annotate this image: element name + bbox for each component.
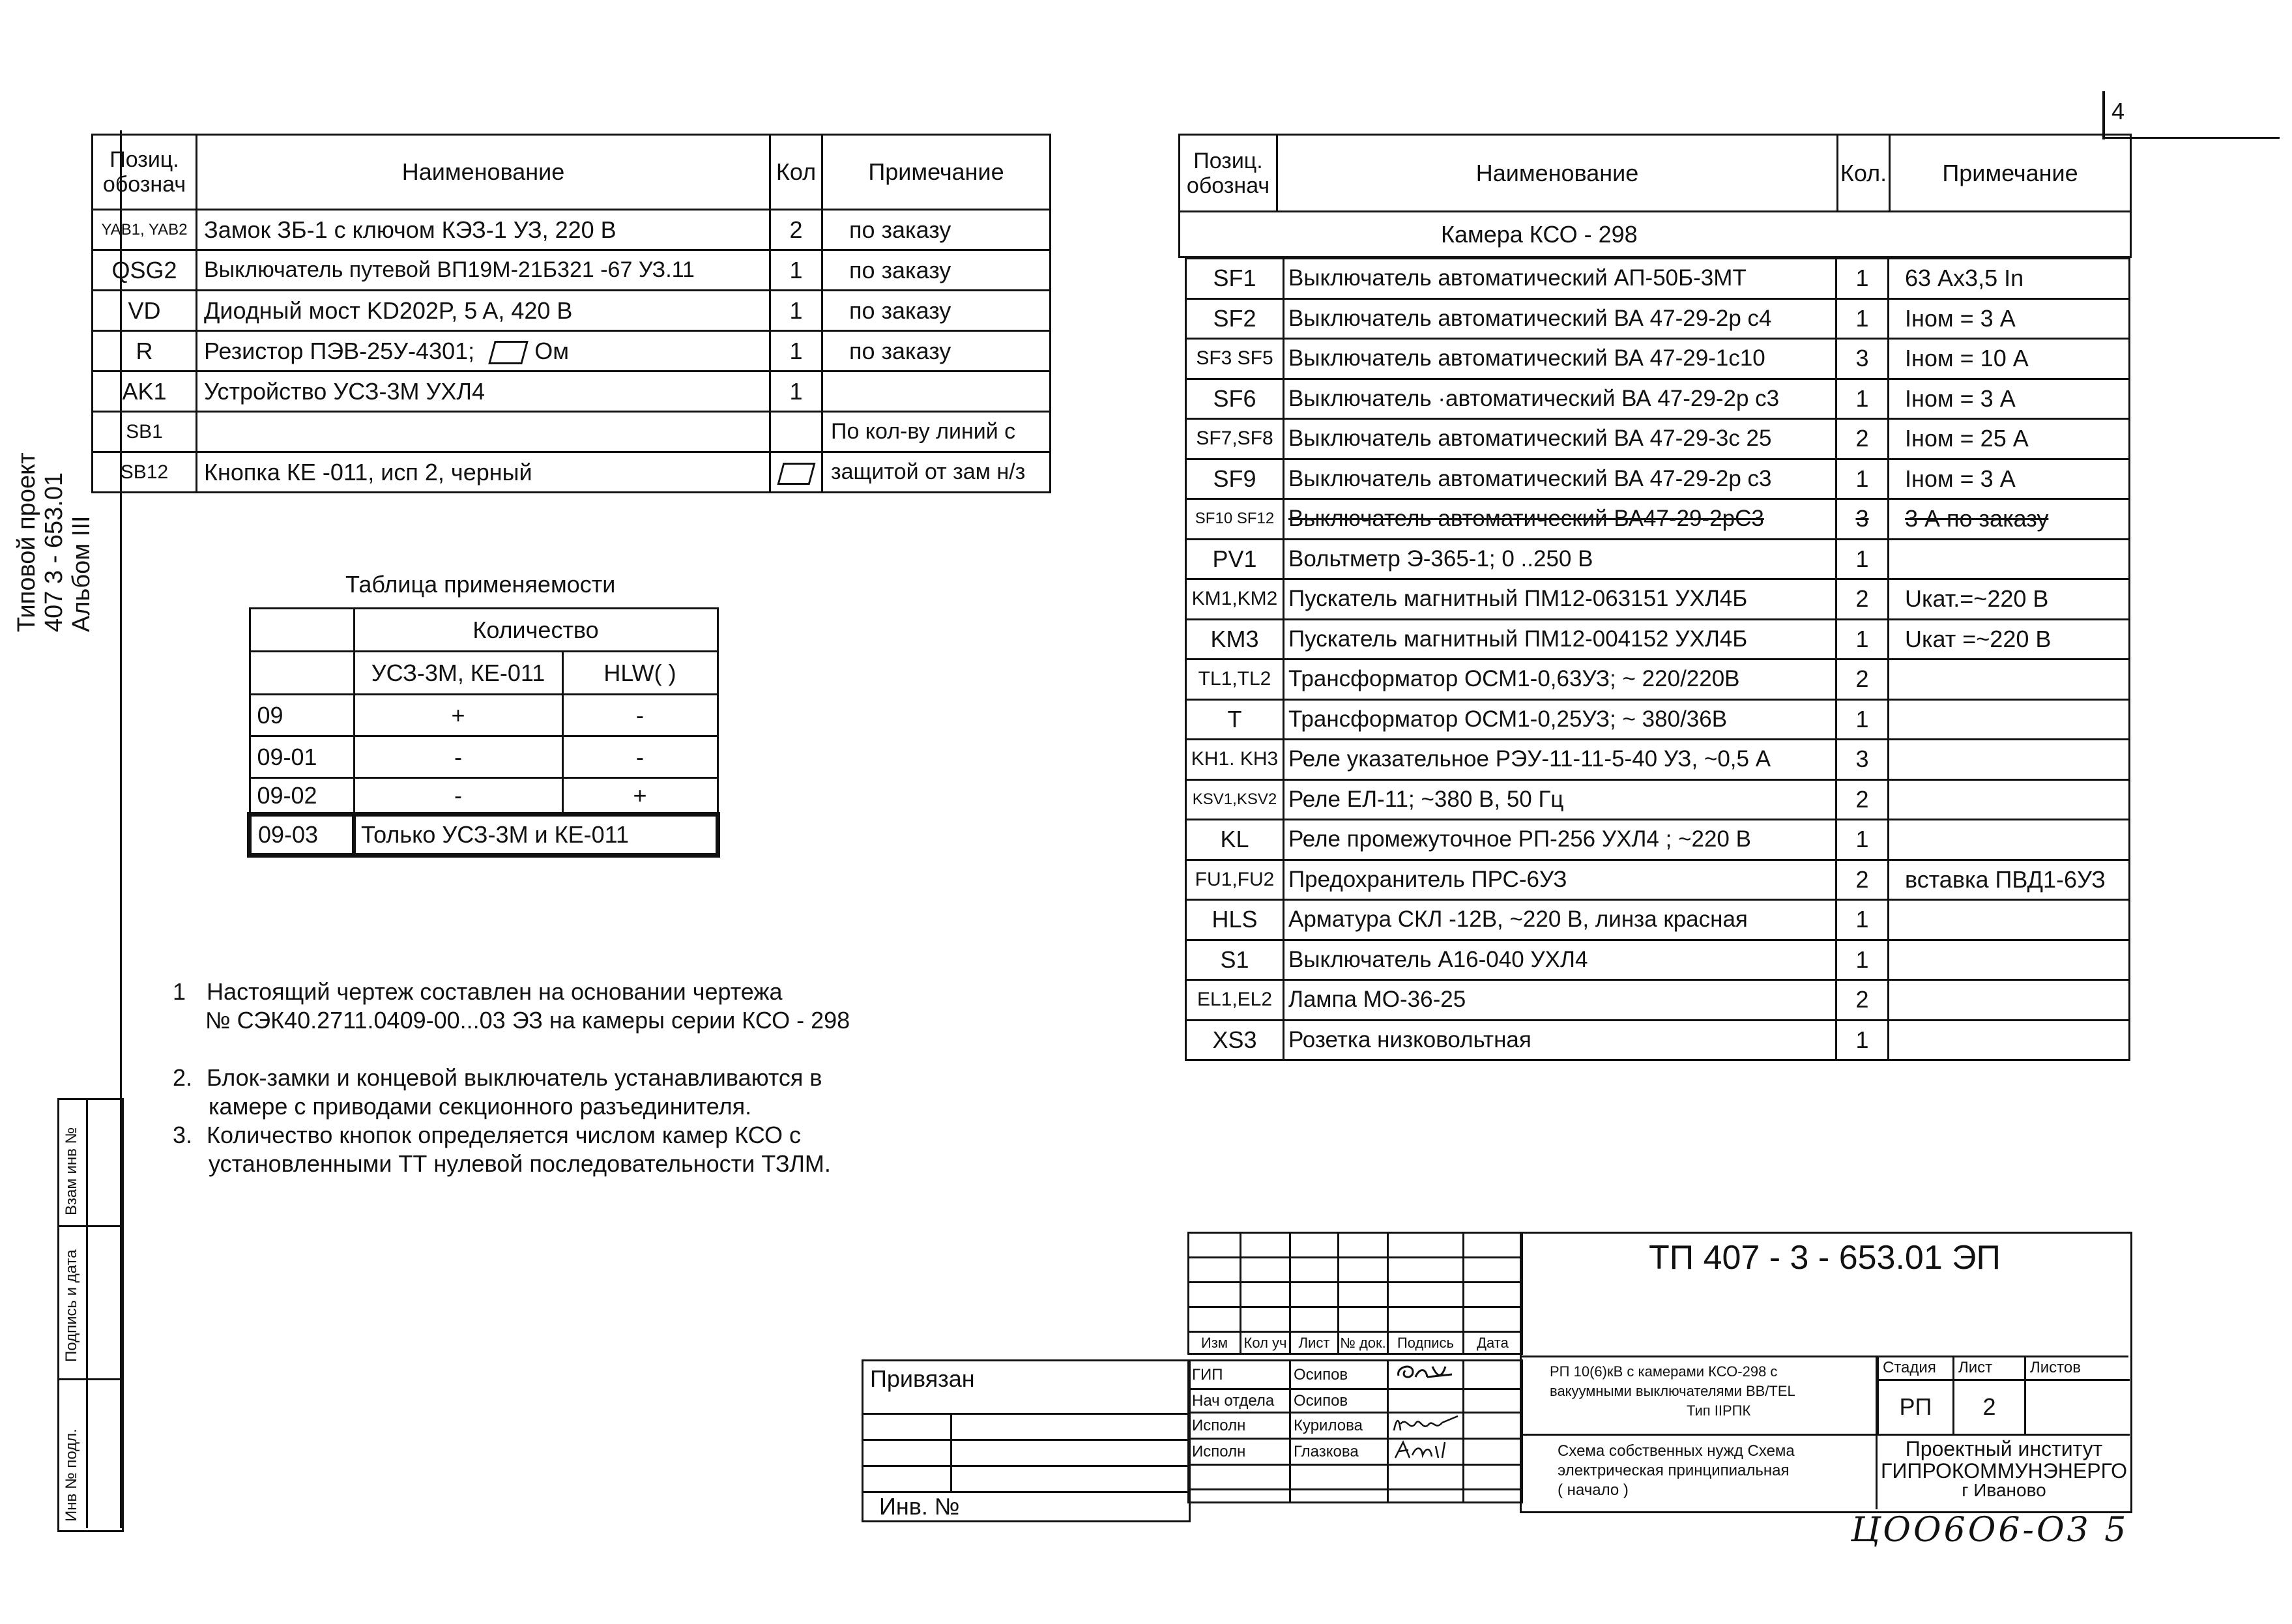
table-row [93, 412, 1051, 452]
row-qty: 1 [1836, 619, 1889, 660]
applicability-group-header: Количество [354, 609, 718, 652]
left-strip-vzam-inv: Взам инв № [63, 1127, 80, 1215]
row-name: Лампа МО-36-25 [1284, 980, 1836, 1021]
row-pos: SB1 [93, 412, 197, 452]
left-header-name: Наименование [197, 135, 770, 210]
row-pos: SF10 SF12 [1186, 499, 1284, 540]
table-row [1186, 619, 2130, 660]
object-description [1550, 1362, 1795, 1421]
row-name: Выключатель А16-040 УХЛ4 [1284, 940, 1836, 980]
row-pos: KL [1186, 820, 1284, 860]
row-pos: SF2 [1186, 298, 1284, 339]
row-qty: 1 [1836, 298, 1889, 339]
right-header-qty: Кол. [1838, 135, 1890, 212]
row-qty-cell [770, 452, 822, 493]
row-name: Кнопка КЕ -011, исп 2, черный [197, 452, 770, 493]
note-1-cont: № СЭК40.2711.0409-00...03 ЭЗ на камеры серии КСО - 298 [205, 1007, 850, 1034]
row-qty: 3 [1836, 740, 1889, 780]
role-name: Осипов [1290, 1361, 1388, 1389]
applicability-code: 09-03 [250, 815, 354, 855]
role-title: Исполн [1189, 1439, 1290, 1465]
row-name: Выключатель путевой ВП19М-21Б321 -67 УЗ.11 [197, 250, 770, 291]
row-note: Iном = 3 А [1889, 459, 2130, 499]
applicability-col1: УСЗ-3М, КЕ-011 [354, 652, 562, 695]
row-note [1889, 539, 2130, 579]
row-name-suffix: Ом [534, 337, 569, 364]
signature-glazkova-icon [1390, 1440, 1462, 1460]
sheet-corner-number: 4 [2111, 98, 2125, 124]
side-project-line3: Альбом III [68, 515, 95, 632]
table-row [1186, 980, 2130, 1021]
right-header-name: Наименование [1277, 135, 1838, 212]
row-name: Реле указательное РЭУ-11-11-5-40 УЗ, ~0,5 А [1284, 740, 1836, 780]
note-number: 2. [173, 1064, 193, 1091]
signature-osipov-icon [1393, 1361, 1458, 1382]
signature-icon [1388, 1439, 1464, 1465]
side-project-stamp [13, 452, 95, 632]
row-qty: 1 [1836, 1020, 1889, 1060]
row-qty: 1 [1836, 820, 1889, 860]
org-line1: Проектный институт [1905, 1437, 2103, 1460]
table-row [1186, 740, 2130, 780]
table-row [93, 291, 1051, 331]
left-header-qty: Кол [770, 135, 822, 210]
table-row [1189, 1361, 1522, 1389]
applicability-title: Таблица применяемости [345, 571, 616, 598]
row-name: Замок ЗБ-1 с ключом КЭЗ-1 УЗ, 220 В [197, 210, 770, 250]
row-pos: SF7,SF8 [1186, 419, 1284, 459]
row-note: Iном = 3 А [1889, 379, 2130, 419]
table-row [1186, 539, 2130, 579]
row-pos: SB12 [93, 452, 197, 493]
row-pos: XS3 [1186, 1020, 1284, 1060]
note-number: 3. [173, 1122, 193, 1148]
row-name: Диодный мост KD202P, 5 A, 420 В [197, 291, 770, 331]
row-qty: 1 [1836, 259, 1889, 299]
left-strip-sep2 [57, 1378, 120, 1380]
row-qty: 1 [1836, 379, 1889, 419]
row-pos: KM1,KM2 [1186, 579, 1284, 620]
object-line3: Тип IIРПК [1687, 1402, 1751, 1419]
applicability-code: 09-02 [250, 778, 354, 815]
row-qty: 2 [1836, 419, 1889, 459]
signature-icon [1388, 1361, 1464, 1389]
row-pos: T [1186, 699, 1284, 740]
row-qty: 2 [1836, 980, 1889, 1021]
applicability-v2: + [562, 778, 718, 815]
table-row [1186, 339, 2130, 379]
row-pos: AK1 [93, 371, 197, 412]
row-note [1889, 699, 2130, 740]
row-name: Выключатель автоматический ВА 47-29-3с 25 [1284, 419, 1836, 459]
table-row [1186, 660, 2130, 700]
object-line2: вакуумными выключателями ВВ/TEL [1550, 1383, 1795, 1399]
row-pos: SF6 [1186, 379, 1284, 419]
row-qty: 2 [1836, 860, 1889, 900]
row-pos: EL1,EL2 [1186, 980, 1284, 1021]
row-note [1889, 740, 2130, 780]
left-strip-inv-podl: Инв № подл. [63, 1428, 80, 1522]
row-note: Iном = 3 А [1889, 298, 2130, 339]
table-row [1186, 499, 2130, 540]
table-row-highlighted [250, 815, 718, 855]
table-row [250, 695, 718, 736]
note-1 [173, 978, 850, 1006]
left-strip-sep1 [57, 1225, 120, 1227]
sheets-label: Листов [2025, 1357, 2130, 1380]
rev-col-doc: № док. [1339, 1332, 1388, 1354]
row-name: Выключатель ·автоматический ВА 47-29-2р с3 [1284, 379, 1836, 419]
privyazan-block [862, 1359, 1191, 1522]
row-note [1889, 900, 2130, 940]
row-pos: VD [93, 291, 197, 331]
table-row [1186, 259, 2130, 299]
rev-col-kolvo: Кол уч [1241, 1332, 1290, 1354]
row-note [1889, 660, 2130, 700]
signature-icon [1388, 1413, 1464, 1439]
sheet-label: Лист [1954, 1357, 2025, 1380]
left-header-pos: Позиц. обознач [93, 135, 197, 210]
table-row [250, 778, 718, 815]
stage-table [1877, 1357, 2130, 1436]
row-note: Uкат.=~220 В [1889, 579, 2130, 620]
role-name: Курилова [1290, 1413, 1388, 1439]
row-name: Розетка низковольтная [1284, 1020, 1836, 1060]
applicability-v2: - [562, 736, 718, 778]
table-row [1186, 900, 2130, 940]
row-note: По кол-ву линий с [822, 412, 1051, 452]
row-name: Выключатель автоматический АП-50Б-3МТ [1284, 259, 1836, 299]
row-name: Трансформатор ОСМ1-0,25УЗ; ~ 380/36В [1284, 699, 1836, 740]
row-qty: 1 [770, 371, 822, 412]
sheet-value: 2 [1954, 1380, 2025, 1434]
right-header-note: Примечание [1890, 135, 2131, 212]
row-note: Iном = 25 А [1889, 419, 2130, 459]
table-row [1186, 1020, 2130, 1060]
right-spec-table [1178, 134, 2132, 258]
row-pos: KSV1,KSV2 [1186, 779, 1284, 820]
table-row [250, 736, 718, 778]
row-qty: 3 [1836, 339, 1889, 379]
note-text: Настоящий чертеж составлен на основании чертежа [207, 978, 783, 1005]
row-note: вставка ПВД1-6УЗ [1889, 860, 2130, 900]
row-qty: 1 [1836, 459, 1889, 499]
rev-col-sign: Подпись [1388, 1332, 1464, 1354]
row-qty: 2 [770, 210, 822, 250]
rev-col-date: Дата [1464, 1332, 1522, 1354]
role-title: Исполн [1189, 1413, 1290, 1439]
row-name: Выключатель автоматический ВА 47-29-2р с3 [1284, 459, 1836, 499]
table-row [93, 331, 1051, 371]
row-qty [770, 412, 822, 452]
row-pos: SF3 SF5 [1186, 339, 1284, 379]
doc-code: ТП 407 - 3 - 653.01 ЭП [1649, 1239, 2001, 1277]
object-line1: РП 10(6)кВ с камерами КСО-298 с [1550, 1363, 1778, 1380]
table-row [1186, 779, 2130, 820]
table-row [93, 452, 1051, 493]
row-note [1889, 779, 2130, 820]
row-name: Выключатель автоматический ВА 47-29-1с10 [1284, 339, 1836, 379]
row-qty: 1 [770, 250, 822, 291]
sheets-value [2025, 1380, 2130, 1434]
row-note: по заказу [822, 210, 1051, 250]
row-pos: KH1. KH3 [1186, 740, 1284, 780]
row-name: Выключатель автоматический ВА 47-29-2р с4 [1284, 298, 1836, 339]
applicability-v1: - [354, 778, 562, 815]
table-row [1186, 298, 2130, 339]
row-name: Реле промежуточное РП-256 УХЛ4 ; ~220 В [1284, 820, 1836, 860]
row-note: 3 А по заказу [1889, 499, 2130, 540]
drawing-line2: электрическая принципиальная [1558, 1462, 1790, 1479]
row-pos: PV1 [1186, 539, 1284, 579]
row-qty: 1 [1836, 699, 1889, 740]
revision-grid [1187, 1232, 1523, 1355]
note-number: 1 [173, 978, 186, 1005]
row-name: Пускатель магнитный ПМ12-004152 УХЛ4Б [1284, 619, 1836, 660]
note-2 [173, 1064, 850, 1092]
row-name: Резистор ПЭВ-25У-4301; [204, 337, 475, 364]
table-row [1189, 1413, 1522, 1439]
revision-header-row [1189, 1332, 1522, 1354]
archive-number: ЦОО6О6-О3 5 [1851, 1511, 2129, 1550]
applicability-corner2 [250, 652, 354, 695]
applicability-v1: + [354, 695, 562, 736]
row-qty: 1 [770, 291, 822, 331]
note-3 [173, 1121, 850, 1150]
row-note: 63 Ах3,5 In [1889, 259, 2130, 299]
role-name: Осипов [1290, 1389, 1388, 1413]
table-row [1186, 940, 2130, 980]
left-strip-podpis-data: Подпись и дата [63, 1249, 80, 1362]
table-row [1186, 419, 2130, 459]
top-frame-right-tick [2102, 91, 2105, 139]
org-line3: г Иваново [1962, 1480, 2046, 1500]
note-2-cont: камере с приводами секционного разъединителя. [209, 1093, 752, 1120]
row-name: Выключатель автоматический ВА47-29-2рС3 [1284, 499, 1836, 540]
stage-label: Стадия [1878, 1357, 1954, 1380]
right-section-title: Камера КСО - 298 [1180, 212, 2131, 257]
row-note [1889, 820, 2130, 860]
applicability-col2: HLW( ) [562, 652, 718, 695]
table-row [1186, 459, 2130, 499]
row-pos: KM3 [1186, 619, 1284, 660]
applicability-table [248, 607, 719, 857]
table-row [1186, 379, 2130, 419]
row-name: Трансформатор ОСМ1-0,63УЗ; ~ 220/220В [1284, 660, 1836, 700]
table-row [93, 371, 1051, 412]
row-pos: R [93, 331, 197, 371]
rev-col-list: Лист [1290, 1332, 1339, 1354]
rev-col-izm: Изм [1189, 1332, 1241, 1354]
note-text: Блок-замки и концевой выключатель устанавливаются в [207, 1064, 822, 1091]
org-line2: ГИПРОКОММУНЭНЕРГО [1881, 1459, 2127, 1483]
inv-no-label: Инв. № [863, 1492, 1190, 1522]
stage-value: РП [1878, 1380, 1954, 1434]
row-note: Iном = 10 А [1889, 339, 2130, 379]
row-qty: 2 [1836, 779, 1889, 820]
row-qty: 1 [770, 331, 822, 371]
row-pos: YAB1, YAB2 [93, 210, 197, 250]
row-note: защитой от зам н/з [822, 452, 1051, 493]
table-row [1186, 579, 2130, 620]
drawing-line3: ( начало ) [1558, 1481, 1629, 1499]
row-qty: 1 [1836, 940, 1889, 980]
row-qty: 2 [1836, 660, 1889, 700]
applicability-corner [250, 609, 354, 652]
row-name-cell [197, 331, 770, 371]
roles-grid [1187, 1359, 1523, 1503]
applicability-v1: - [354, 736, 562, 778]
row-note [1889, 940, 2130, 980]
role-title: Нач отдела [1189, 1389, 1290, 1413]
row-note [1889, 980, 2130, 1021]
right-header-pos: Позиц. обознач [1180, 135, 1277, 212]
row-qty: 1 [1836, 900, 1889, 940]
table-row [1186, 820, 2130, 860]
table-row [1189, 1439, 1522, 1465]
privyazan-label: Привязан [863, 1361, 1190, 1414]
row-pos: TL1,TL2 [1186, 660, 1284, 700]
left-strip-mid-line [86, 1098, 88, 1528]
left-spec-table [91, 134, 1051, 493]
role-title: ГИП [1189, 1361, 1290, 1389]
row-note: по заказу [822, 250, 1051, 291]
row-name: Вольтметр Э-365-1; 0 ..250 В [1284, 539, 1836, 579]
row-name: Предохранитель ПРС-6УЗ [1284, 860, 1836, 900]
table-row [93, 210, 1051, 250]
right-spec-rows [1185, 257, 2130, 1061]
signature-kurilova-icon [1390, 1414, 1462, 1434]
notes [173, 978, 850, 1178]
drawing-line1: Схема собственных нужд Схема [1558, 1442, 1795, 1460]
note-text: Количество кнопок определяется числом камер КСО с [207, 1122, 801, 1148]
row-name: Пускатель магнитный ПМ12-063151 УХЛ4Б [1284, 579, 1836, 620]
applicability-v2: - [562, 695, 718, 736]
table-row [93, 250, 1051, 291]
applicability-only-text: Только УСЗ-3М и КЕ-011 [354, 815, 718, 855]
blank-value-box-icon [777, 463, 815, 485]
row-pos: SF9 [1186, 459, 1284, 499]
row-note: по заказу [822, 331, 1051, 371]
row-pos: SF1 [1186, 259, 1284, 299]
row-note: Uкат =~220 В [1889, 619, 2130, 660]
drawing-name [1558, 1442, 1795, 1500]
side-project-line2: 407 3 - 653.01 [40, 472, 68, 632]
side-project-line1: Типовой проект [13, 452, 40, 632]
row-name [197, 412, 770, 452]
table-row [1186, 860, 2130, 900]
blank-value-box-icon [488, 341, 529, 364]
left-header-note: Примечание [822, 135, 1051, 210]
applicability-code: 09-01 [250, 736, 354, 778]
row-name: Устройство УСЗ-3М УХЛ4 [197, 371, 770, 412]
applicability-code: 09 [250, 695, 354, 736]
row-qty: 2 [1836, 579, 1889, 620]
row-pos: HLS [1186, 900, 1284, 940]
row-note [1889, 1020, 2130, 1060]
table-row [1186, 699, 2130, 740]
row-pos: S1 [1186, 940, 1284, 980]
row-note: по заказу [822, 291, 1051, 331]
row-qty: 3 [1836, 499, 1889, 540]
table-row [1189, 1389, 1522, 1413]
row-name: Реле ЕЛ-11; ~380 В, 50 Гц [1284, 779, 1836, 820]
row-name: Арматура СКЛ -12В, ~220 В, линза красная [1284, 900, 1836, 940]
row-pos: QSG2 [93, 250, 197, 291]
note-3-cont: установленными ТТ нулевой последовательности ТЗЛМ. [209, 1150, 831, 1177]
row-note [822, 371, 1051, 412]
role-name: Глазкова [1290, 1439, 1388, 1465]
organization [1879, 1438, 2128, 1499]
row-pos: FU1,FU2 [1186, 860, 1284, 900]
row-qty: 1 [1836, 539, 1889, 579]
